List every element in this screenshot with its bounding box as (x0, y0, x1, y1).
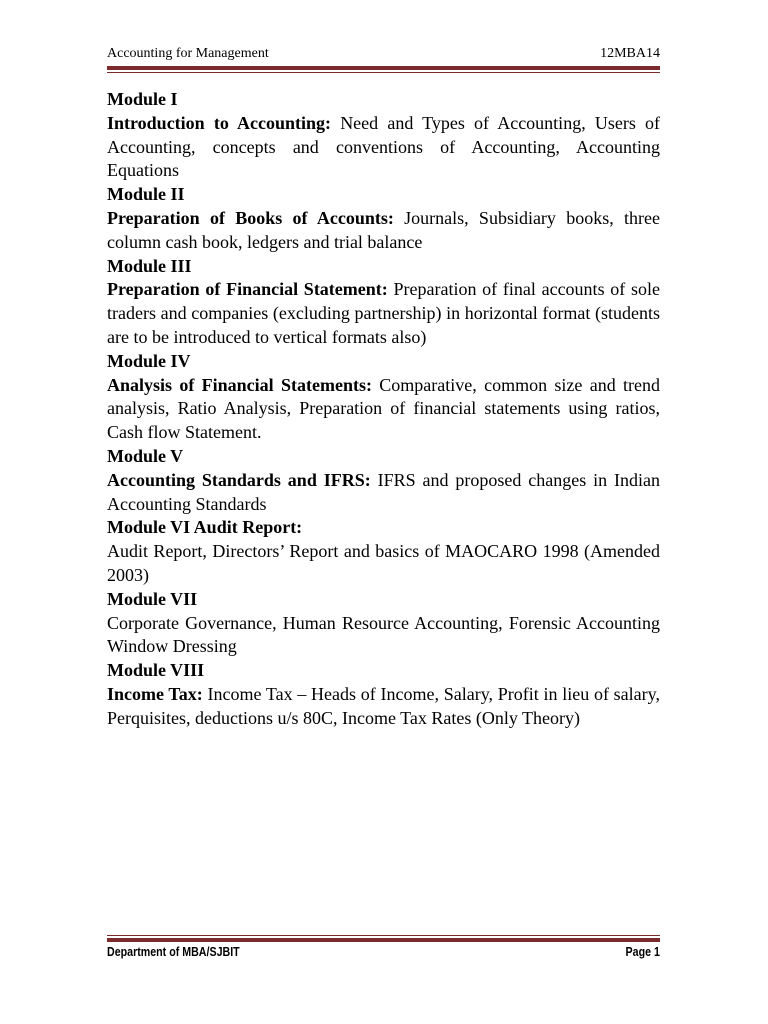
module-heading: Analysis of Financial Statements: (107, 374, 372, 395)
module-block (107, 350, 660, 445)
module-heading: Preparation of Financial Statement: (107, 279, 388, 300)
page-footer (107, 944, 660, 962)
module-text: IFRS and proposed changes in Indian Accounting Standards (107, 469, 660, 514)
module-text: Journals, Subsidiary books, three column cash book, ledgers and trial balance (107, 207, 660, 252)
module-description (107, 683, 660, 731)
module-block (107, 516, 660, 587)
module-title: Module VI Audit Report: (107, 517, 303, 538)
footer-department: Department of MBA/SJBIT (107, 944, 240, 959)
header-rule (107, 66, 660, 73)
syllabus-content (107, 88, 660, 731)
module-title: Module VIII (107, 660, 205, 681)
module-description (107, 207, 660, 255)
header-course-code: 12MBA14 (600, 46, 660, 61)
module-text: Comparative, common size and trend analysis, Ratio Analysis, Preparation of financial statements using ratios, Cash flow Statement. (107, 374, 661, 443)
module-text: Audit Report, Directors’ Report and basics of MAOCARO 1998 (Amended 2003) (107, 541, 660, 585)
footer-page-number: Page 1 (625, 944, 660, 959)
module-description (107, 278, 660, 349)
module-description (107, 374, 660, 445)
module-title: Module V (107, 445, 184, 466)
module-title: Module VII (107, 588, 198, 609)
module-heading: Income Tax: (107, 683, 203, 704)
module-heading: Accounting Standards and IFRS: (107, 469, 371, 490)
header-course-title: Accounting for Management (107, 46, 269, 61)
module-title: Module IV (107, 350, 191, 371)
module-title: Module III (107, 255, 192, 276)
module-text: Income Tax – Heads of Income, Salary, Profit in lieu of salary, Perquisites, deductions u/s 80C, Income Tax Rates (Only Theory) (107, 683, 660, 728)
module-text: Preparation of final accounts of sole traders and companies (excluding partnership) in horizontal format (students are to be introduced to vertical formats also) (107, 279, 660, 347)
module-block (107, 183, 660, 254)
module-block (107, 659, 660, 730)
module-text: Corporate Governance, Human Resource Accounting, Forensic Accounting Window Dressing (107, 612, 660, 657)
footer-rule (107, 935, 660, 942)
module-description (107, 612, 660, 660)
module-block (107, 88, 660, 183)
module-description (107, 112, 660, 183)
module-title: Module II (107, 184, 185, 205)
module-block (107, 588, 660, 659)
page-header (107, 46, 660, 64)
module-description (107, 469, 660, 517)
module-text: Need and Types of Accounting, Users of Accounting, concepts and conventions of Accounting, Accounting Equations (107, 112, 660, 181)
module-block (107, 445, 660, 516)
module-block (107, 255, 660, 350)
module-description (107, 540, 660, 588)
module-heading: Introduction to Accounting: (107, 112, 332, 133)
module-title: Module I (107, 89, 178, 109)
module-heading: Preparation of Books of Accounts: (107, 207, 394, 228)
